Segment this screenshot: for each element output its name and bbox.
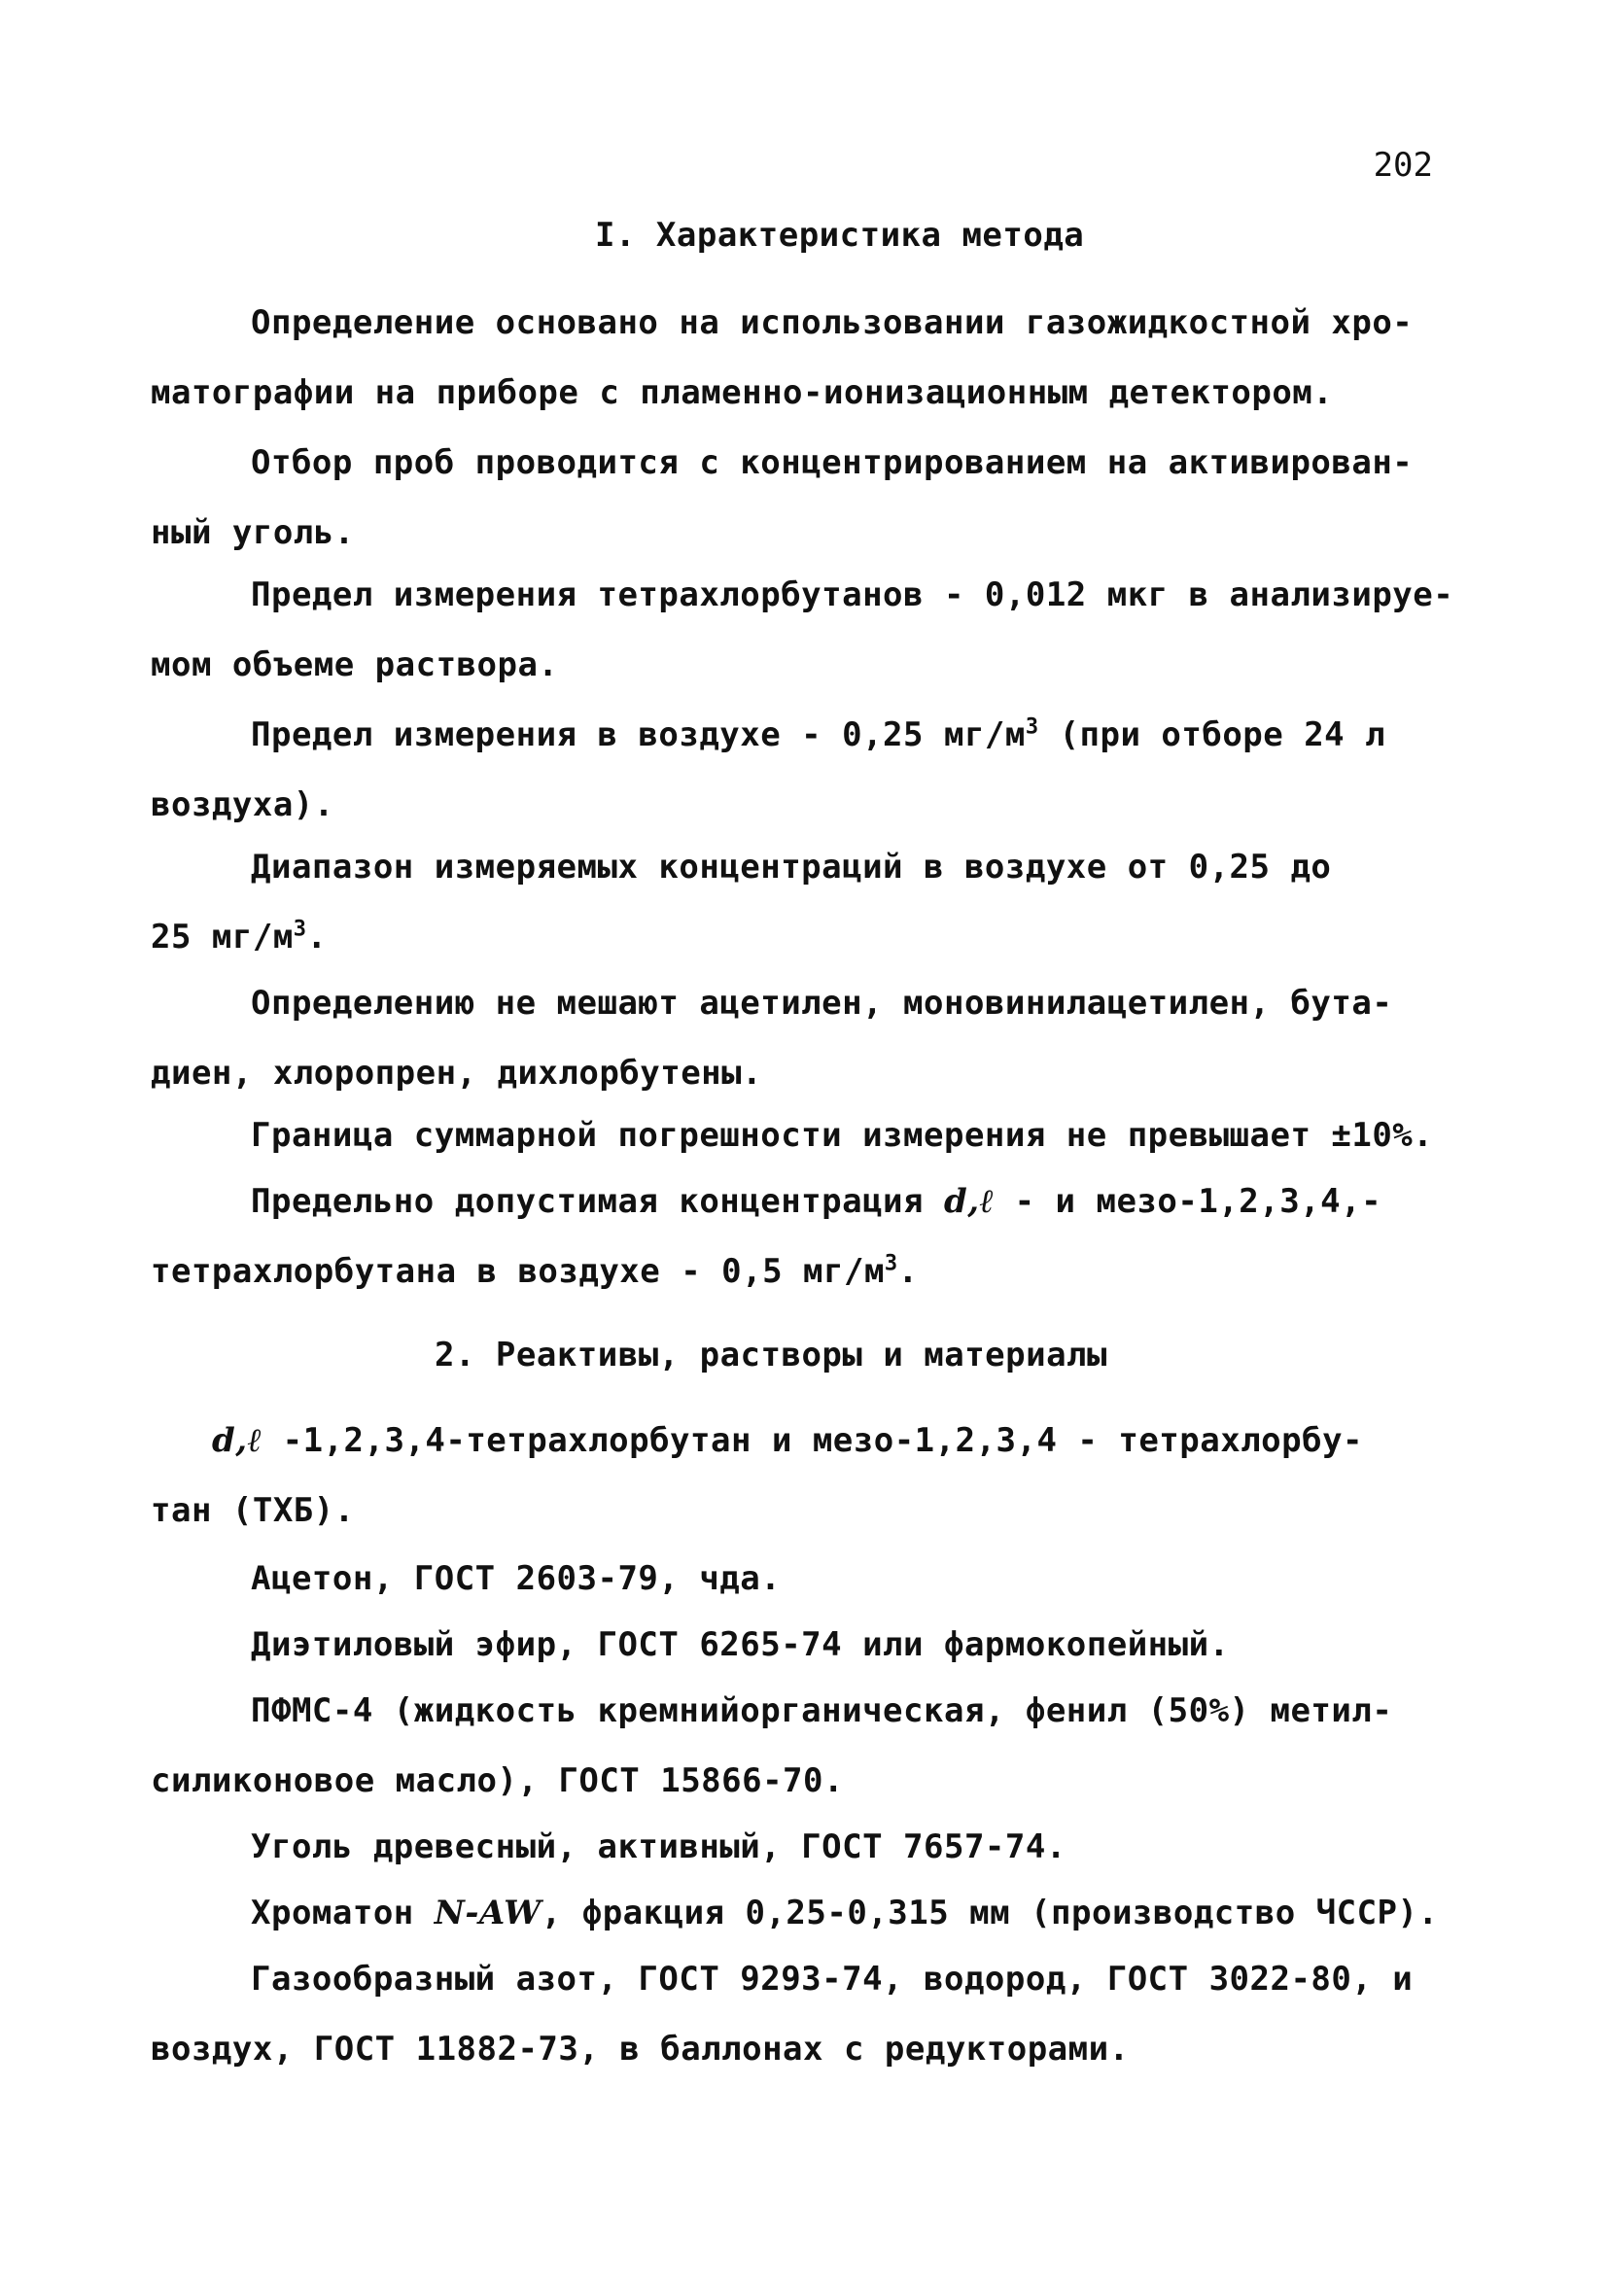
- text-line: ПФМС-4 (жидкость кремнийорганическая, фенил (50%) метил-: [251, 1691, 1393, 1730]
- range-text: Предел измерения в воздухе - 0,25 мг/м: [251, 715, 1026, 754]
- text-line: Определение основано на использовании газожидкостной хро-: [251, 303, 1414, 342]
- text-line: диен, хлоропрен, дихлорбутены.: [151, 1054, 763, 1093]
- period: .: [306, 918, 328, 957]
- text-line: Диэтиловый эфир, ГОСТ 6265-74 или фармокопейный.: [251, 1625, 1230, 1664]
- text-line: Уголь древесный, активный, ГОСТ 7657-74.: [251, 1827, 1066, 1866]
- text-line-chromaton: [251, 1894, 1438, 1932]
- text-line: силиконовое масло), ГОСТ 15866-70.: [151, 1761, 844, 1800]
- text-line-pdk-value: [151, 1252, 919, 1291]
- text-line: Отбор проб проводится с концентрированием на активирован-: [251, 443, 1414, 482]
- chromaton-tail: , фракция 0,25-0,315 мм (производство ЧССР).: [541, 1894, 1439, 1932]
- text-line-concentration: [151, 918, 328, 957]
- text-line: Предел измерения тетрахлорбутанов - 0,012 мкг в анализируе-: [251, 575, 1454, 614]
- chromaton-symbol: N-AW: [434, 1894, 542, 1932]
- pdk-value-text: тетрахлорбутана в воздухе - 0,5 мг/м: [151, 1252, 885, 1291]
- text-line: ный уголь.: [151, 513, 355, 552]
- text-line-range: [251, 715, 1385, 754]
- text-line: воздух, ГОСТ 11882-73, в баллонах с редукторами.: [151, 2030, 1130, 2069]
- stereo-symbol: d,ℓ: [212, 1421, 262, 1460]
- text-line-pdk: [251, 1182, 1381, 1221]
- concentration-text: 25 мг/м: [151, 918, 294, 957]
- superscript: 3: [884, 1251, 898, 1276]
- text-line: Определению не мешают ацетилен, моновинилацетилен, бута-: [251, 984, 1393, 1023]
- text-line: Граница суммарной погрешности измерения не превышает ±10%.: [251, 1116, 1434, 1155]
- tkb-text: -1,2,3,4-тетрахлорбутан и мезо-1,2,3,4 - тетрахлорбу-: [262, 1421, 1364, 1460]
- text-line-tkb: [212, 1421, 1363, 1460]
- text-line: мом объеме раствора.: [151, 645, 559, 684]
- text-line: тан (ТХБ).: [151, 1491, 355, 1530]
- range-tail: (при отборе 24 л: [1038, 715, 1386, 754]
- stereo-symbol: d,ℓ: [944, 1182, 995, 1221]
- text-line: воздуха).: [151, 785, 334, 824]
- text-line: Ацетон, ГОСТ 2603-79, чда.: [251, 1559, 782, 1598]
- section-2-heading: 2. Реактивы, растворы и материалы: [435, 1336, 1108, 1374]
- superscript: 3: [293, 917, 307, 942]
- pdk-tail: - и мезо-1,2,3,4,-: [994, 1182, 1382, 1221]
- period: .: [897, 1252, 919, 1291]
- text-line: Газообразный азот, ГОСТ 9293-74, водород, ГОСТ 3022-80, и: [251, 1960, 1414, 1999]
- text-line: матографии на приборе с пламенно-ионизационным детектором.: [151, 373, 1334, 412]
- superscript: 3: [1025, 714, 1039, 740]
- page-number: 202: [1373, 146, 1433, 185]
- text-line: Диапазон измеряемых концентраций в воздухе от 0,25 до: [251, 848, 1332, 887]
- section-1-heading: I. Характеристика метода: [595, 216, 1085, 255]
- pdk-text: Предельно допустимая концентрация: [251, 1182, 925, 1221]
- chromaton-prefix: Хроматон: [251, 1894, 435, 1932]
